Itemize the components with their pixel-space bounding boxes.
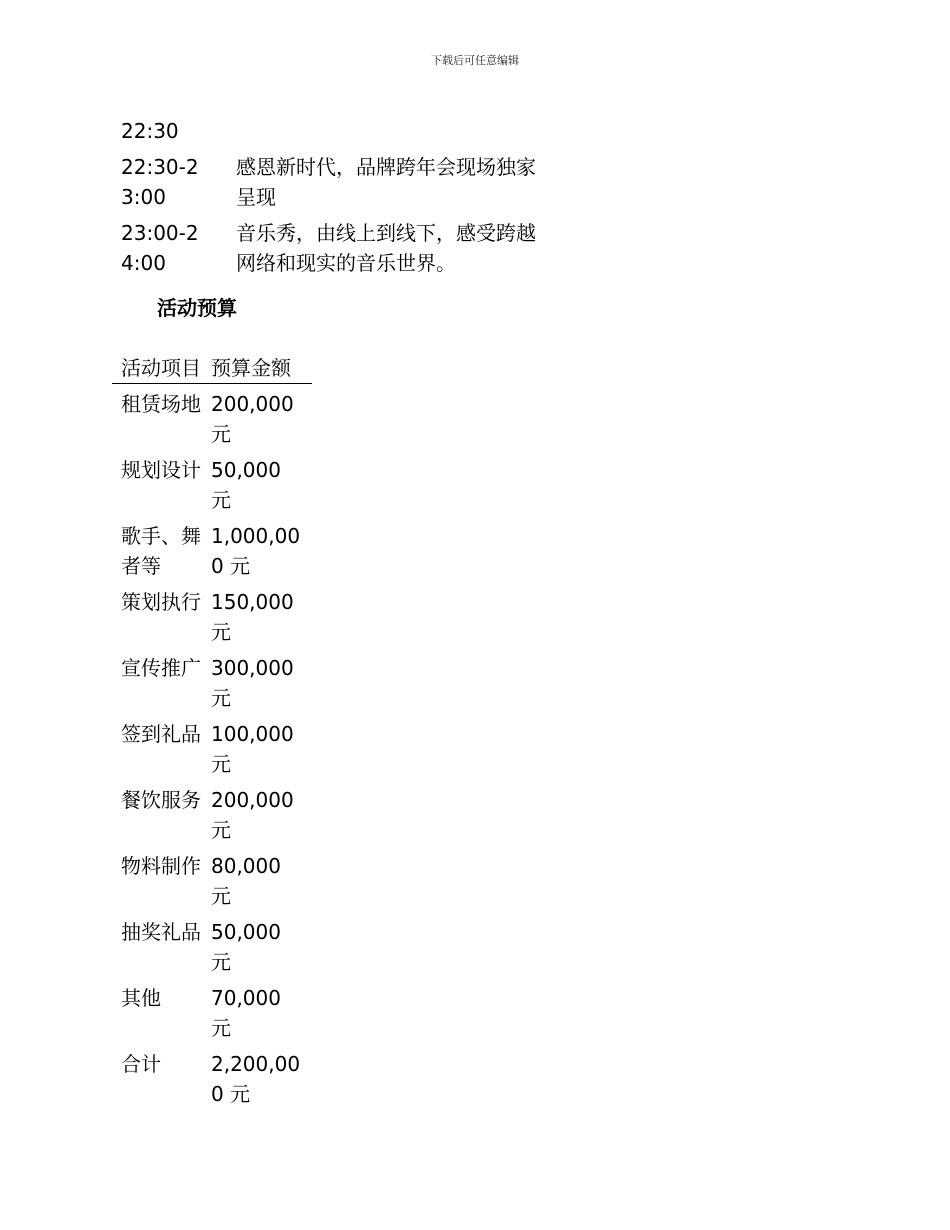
budget-item-cell: 策划执行 — [121, 590, 201, 614]
budget-amount-value: 150,000 元 — [211, 590, 294, 644]
table-header-row — [112, 353, 312, 384]
budget-amount-value: 300,000 元 — [211, 656, 294, 710]
table-row — [112, 515, 312, 581]
budget-amount-value: 70,000 元 — [211, 986, 281, 1040]
schedule-row — [121, 218, 561, 278]
budget-item-cell: 物料制作 — [121, 854, 201, 878]
budget-item-cell: 租赁场地 — [121, 392, 201, 416]
table-row — [112, 845, 312, 911]
schedule-description — [236, 116, 546, 146]
budget-amount-cell — [211, 911, 312, 977]
budget-amount-value: 1,000,000 元 — [211, 524, 301, 578]
table-row — [112, 977, 312, 1043]
table-row — [112, 1043, 312, 1109]
budget-amount-cell — [211, 581, 312, 647]
budget-amount-value: 2,200,000 元 — [211, 1052, 301, 1106]
budget-item-cell: 抽奖礼品 — [121, 920, 201, 944]
schedule-row — [121, 152, 561, 212]
budget-item-cell: 歌手、舞者等 — [121, 524, 201, 578]
budget-amount-cell — [211, 515, 312, 581]
table-row — [112, 384, 312, 450]
schedule-time: 22:30 — [121, 119, 179, 143]
budget-table-body — [112, 384, 312, 1110]
budget-amount-cell — [211, 779, 312, 845]
budget-item-cell: 签到礼品 — [121, 722, 201, 746]
page-header: 下载后可任意编辑 — [431, 54, 519, 67]
table-row — [112, 779, 312, 845]
budget-item-cell: 其他 — [121, 986, 161, 1010]
budget-amount-cell — [211, 449, 312, 515]
budget-amount-cell — [211, 1043, 312, 1109]
schedule-row — [121, 116, 561, 146]
budget-amount-value: 50,000 元 — [211, 920, 281, 974]
schedule — [121, 116, 561, 284]
budget-amount-cell — [211, 977, 312, 1043]
budget-amount-value: 80,000 元 — [211, 854, 281, 908]
column-header-amount: 预算金额 — [211, 353, 312, 384]
budget-item-cell: 规划设计 — [121, 458, 201, 482]
budget-amount-value: 200,000 元 — [211, 788, 294, 842]
budget-item-cell: 宣传推广 — [121, 656, 201, 680]
schedule-description: 感恩新时代，品牌跨年会现场独家呈现 — [236, 155, 536, 209]
budget-item-cell: 合计 — [121, 1052, 161, 1076]
budget-amount-cell — [211, 384, 312, 450]
budget-item-cell: 餐饮服务 — [121, 788, 201, 812]
schedule-description: 音乐秀，由线上到线下，感受跨越网络和现实的音乐世界。 — [236, 221, 536, 275]
budget-amount-cell — [211, 647, 312, 713]
table-row — [112, 647, 312, 713]
table-row — [112, 911, 312, 977]
budget-amount-value: 50,000 元 — [211, 458, 281, 512]
budget-amount-value: 100,000 元 — [211, 722, 294, 776]
budget-table — [112, 353, 312, 1109]
budget-amount-cell — [211, 713, 312, 779]
budget-amount-value: 200,000 元 — [211, 392, 294, 446]
table-row — [112, 713, 312, 779]
section-title-budget: 活动预算 — [157, 296, 237, 320]
schedule-time: 22:30-23:00 — [121, 155, 199, 209]
table-row — [112, 449, 312, 515]
column-header-item: 活动项目 — [112, 353, 211, 384]
table-row — [112, 581, 312, 647]
schedule-time: 23:00-24:00 — [121, 221, 199, 275]
budget-amount-cell — [211, 845, 312, 911]
